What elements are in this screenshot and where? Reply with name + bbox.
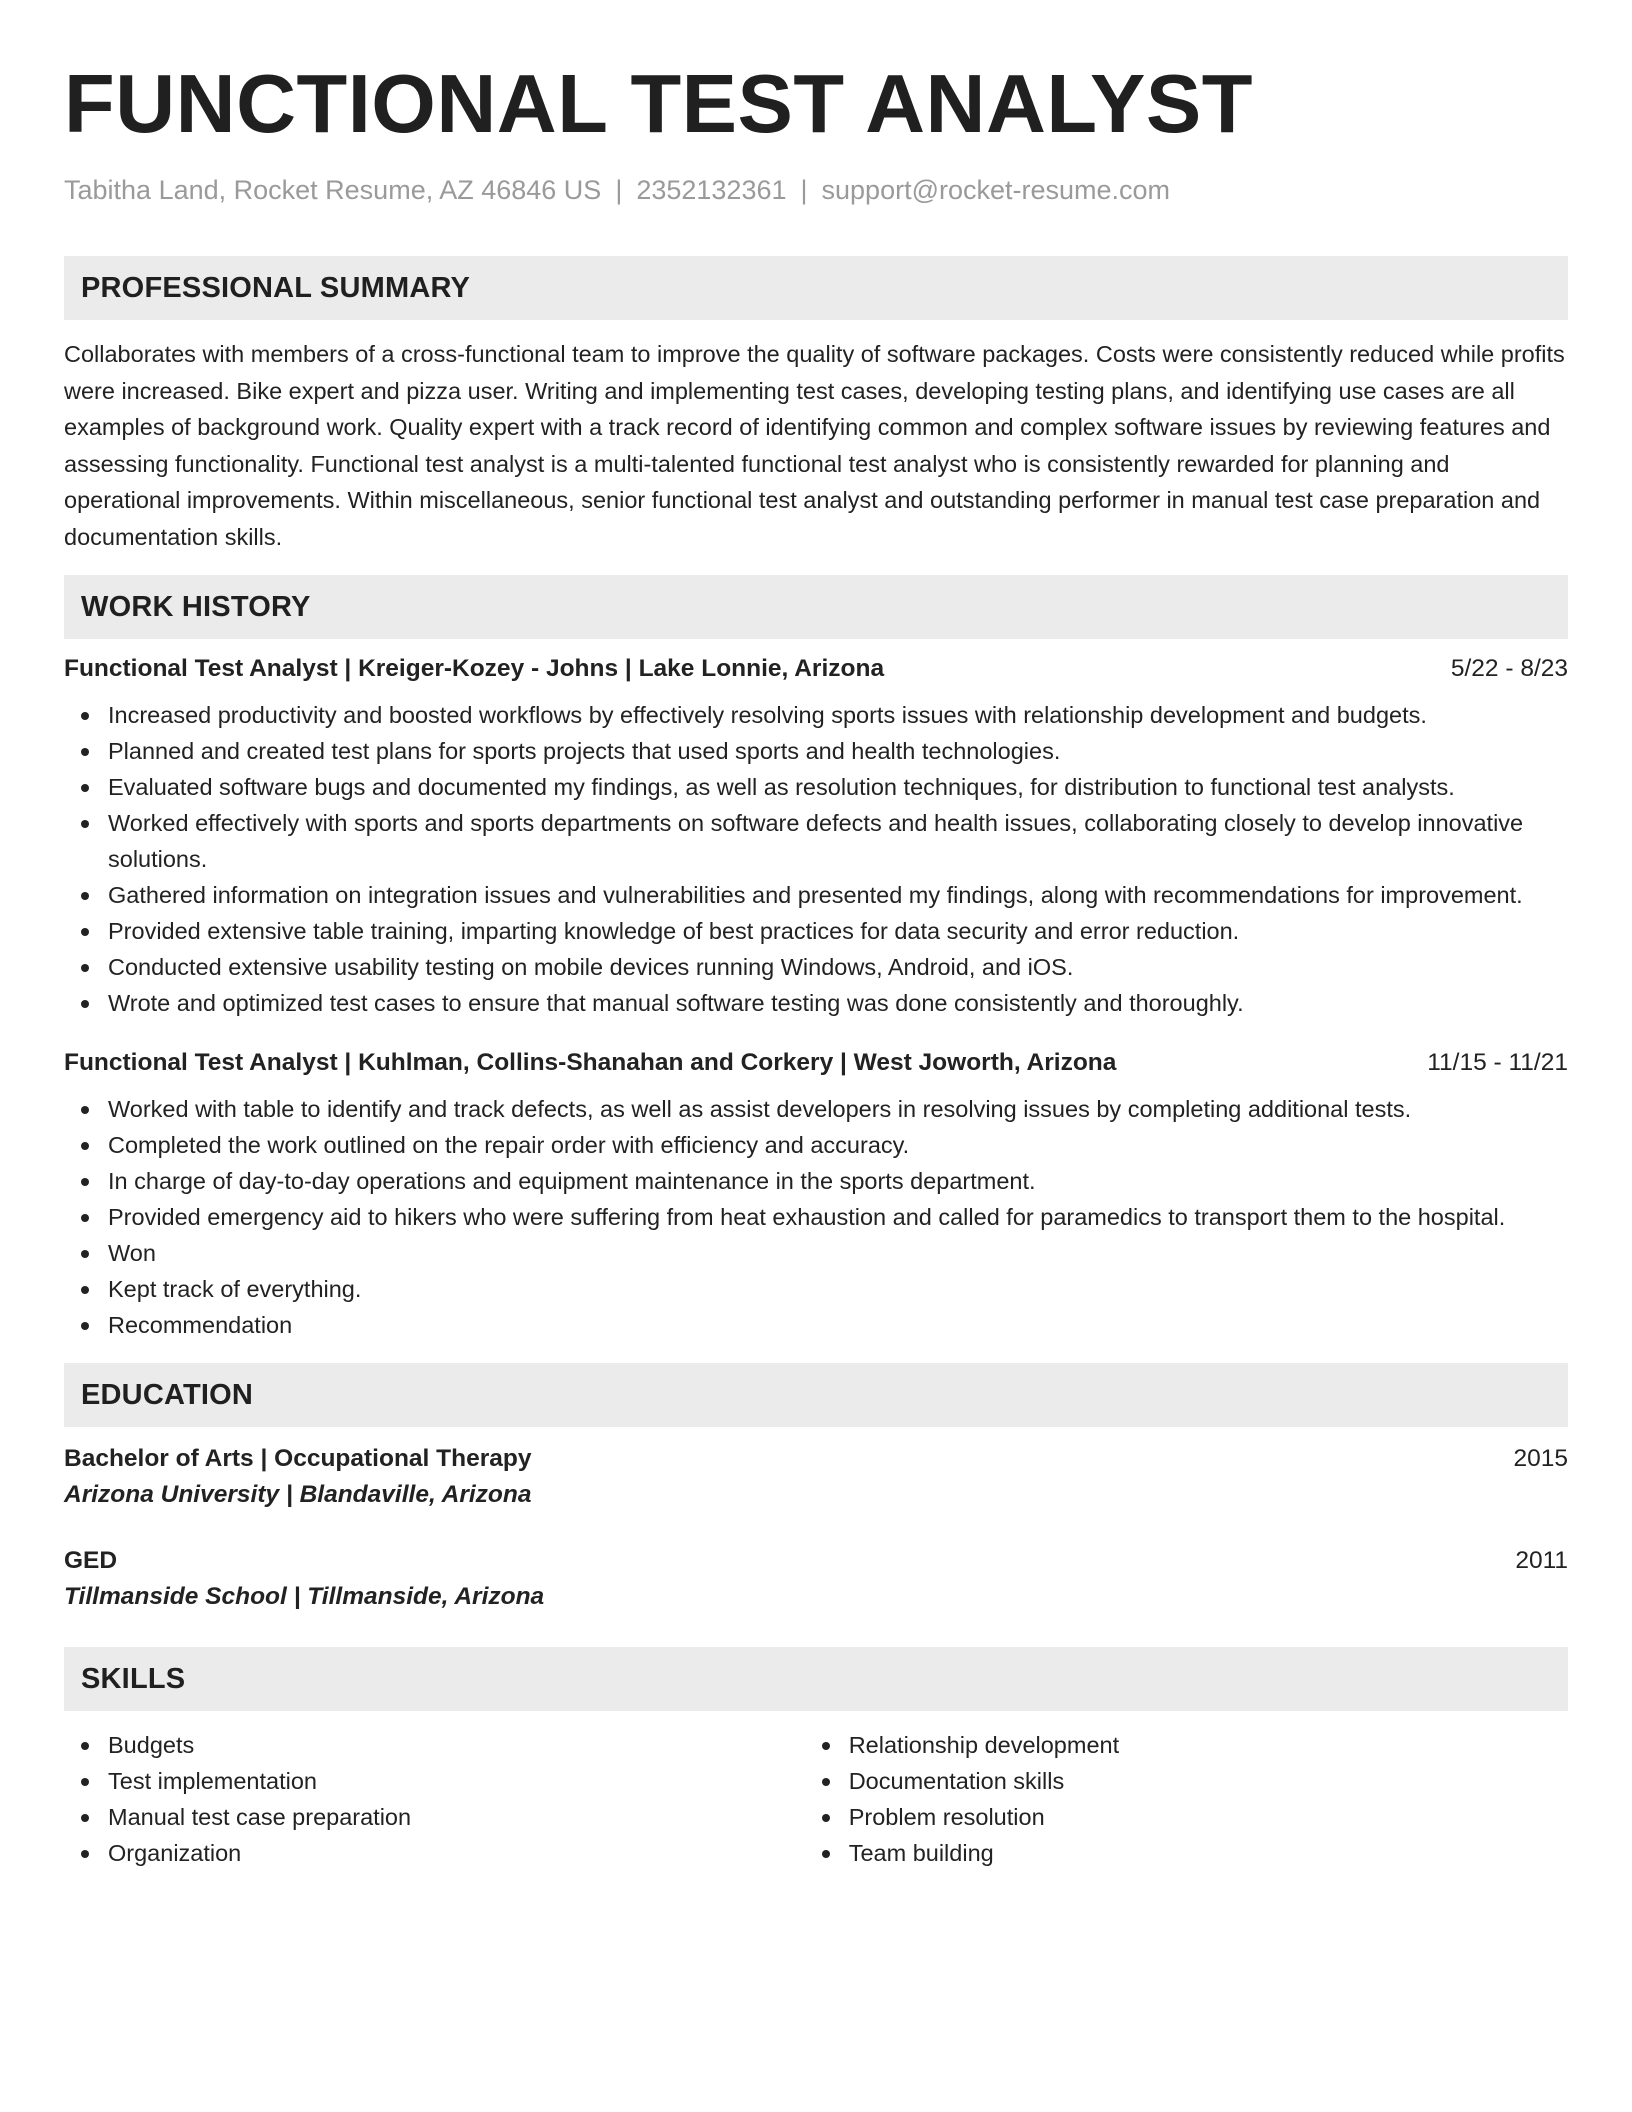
job-bullets: [64, 1091, 1568, 1343]
job-header: [64, 1049, 1568, 1077]
list-item: Worked effectively with sports and sports departments on software defects and health issues, collaborating closely to develop innovative solutions.: [108, 805, 1568, 877]
list-item: Increased productivity and boosted workflows by effectively resolving sports issues with relationship development and budgets.: [108, 697, 1568, 733]
section-heading-education: EDUCATION: [64, 1363, 1568, 1427]
list-item: Kept track of everything.: [108, 1271, 1568, 1307]
skill-item: Problem resolution: [849, 1799, 1568, 1835]
contact-separator: |: [615, 175, 623, 205]
list-item: Planned and created test plans for sports projects that used sports and health technologies.: [108, 733, 1568, 769]
education-degree: GED: [64, 1547, 118, 1574]
skill-item: Relationship development: [849, 1727, 1568, 1763]
education-header: [64, 1547, 1568, 1575]
list-item: Conducted extensive usability testing on mobile devices running Windows, Android, and iOS.: [108, 949, 1568, 985]
list-item: Provided emergency aid to hikers who were suffering from heat exhaustion and called for paramedics to transport them to the hospital.: [108, 1199, 1568, 1235]
education-entry: [64, 1547, 1568, 1611]
skill-item: Test implementation: [108, 1763, 805, 1799]
section-heading-work-history: WORK HISTORY: [64, 575, 1568, 639]
education-entry: [64, 1445, 1568, 1509]
list-item: Recommendation: [108, 1307, 1568, 1343]
skills-column-right: [805, 1727, 1568, 1871]
skills-column-left: [64, 1727, 805, 1871]
contact-line: [64, 175, 1568, 206]
job-entry: [64, 1049, 1568, 1343]
job-dates: 11/15 - 11/21: [1427, 1049, 1568, 1076]
education-school: Tillmanside School | Tillmanside, Arizona: [64, 1583, 545, 1610]
list-item: Worked with table to identify and track defects, as well as assist developers in resolving issues by completing additional tests.: [108, 1091, 1568, 1127]
list-item: Wrote and optimized test cases to ensure that manual software testing was done consistently and thoroughly.: [108, 985, 1568, 1021]
job-header: [64, 655, 1568, 683]
list-item: In charge of day-to-day operations and equipment maintenance in the sports department.: [108, 1163, 1568, 1199]
skill-item: Budgets: [108, 1727, 805, 1763]
contact-separator: |: [800, 175, 808, 205]
skills-grid: [64, 1727, 1568, 1871]
contact-phone: 2352132361: [636, 175, 787, 205]
section-heading-skills: SKILLS: [64, 1647, 1568, 1711]
job-title: Functional Test Analyst | Kreiger-Kozey - Johns | Lake Lonnie, Arizona: [64, 655, 885, 682]
section-heading-summary: PROFESSIONAL SUMMARY: [64, 256, 1568, 320]
education-year: 2015: [1513, 1445, 1568, 1472]
skill-item: Manual test case preparation: [108, 1799, 805, 1835]
list-item: Completed the work outlined on the repair order with efficiency and accuracy.: [108, 1127, 1568, 1163]
job-bullets: [64, 697, 1568, 1021]
skill-item: Documentation skills: [849, 1763, 1568, 1799]
contact-email: support@rocket-resume.com: [821, 175, 1171, 205]
education-school: Arizona University | Blandaville, Arizona: [64, 1481, 532, 1508]
job-entry: [64, 655, 1568, 1021]
list-item: Evaluated software bugs and documented my findings, as well as resolution techniques, for distribution to functional test analysts.: [108, 769, 1568, 805]
list-item: Provided extensive table training, imparting knowledge of best practices for data security and error reduction.: [108, 913, 1568, 949]
skill-item: Team building: [849, 1835, 1568, 1871]
education-degree: Bachelor of Arts | Occupational Therapy: [64, 1445, 532, 1472]
skill-item: Organization: [108, 1835, 805, 1871]
list-item: Won: [108, 1235, 1568, 1271]
job-dates: 5/22 - 8/23: [1450, 655, 1568, 682]
summary-text: Collaborates with members of a cross-functional team to improve the quality of software packages. Costs were consistently reduced while profits were increased. Bike expert and pizza user. Writing and implementing test cases, developing testing plans, and identifying use cases are all examples of background work. Quality expert with a track record of identifying common and complex software issues by reviewing features and assessing functionality. Functional test analyst is a multi-talented functional test analyst who is consistently rewarded for planning and operational improvements. Within miscellaneous, senior functional test analyst and outstanding performer in manual test case preparation and documentation skills.: [64, 341, 1565, 550]
education-header: [64, 1445, 1568, 1473]
contact-address: Tabitha Land, Rocket Resume, AZ 46846 US: [64, 175, 602, 205]
education-year: 2011: [1515, 1547, 1568, 1574]
list-item: Gathered information on integration issues and vulnerabilities and presented my findings, along with recommendations for improvement.: [108, 877, 1568, 913]
job-title: Functional Test Analyst | Kuhlman, Collins-Shanahan and Corkery | West Joworth, Arizona: [64, 1049, 1117, 1076]
resume-title: FUNCTIONAL TEST ANALYST: [64, 57, 1253, 150]
